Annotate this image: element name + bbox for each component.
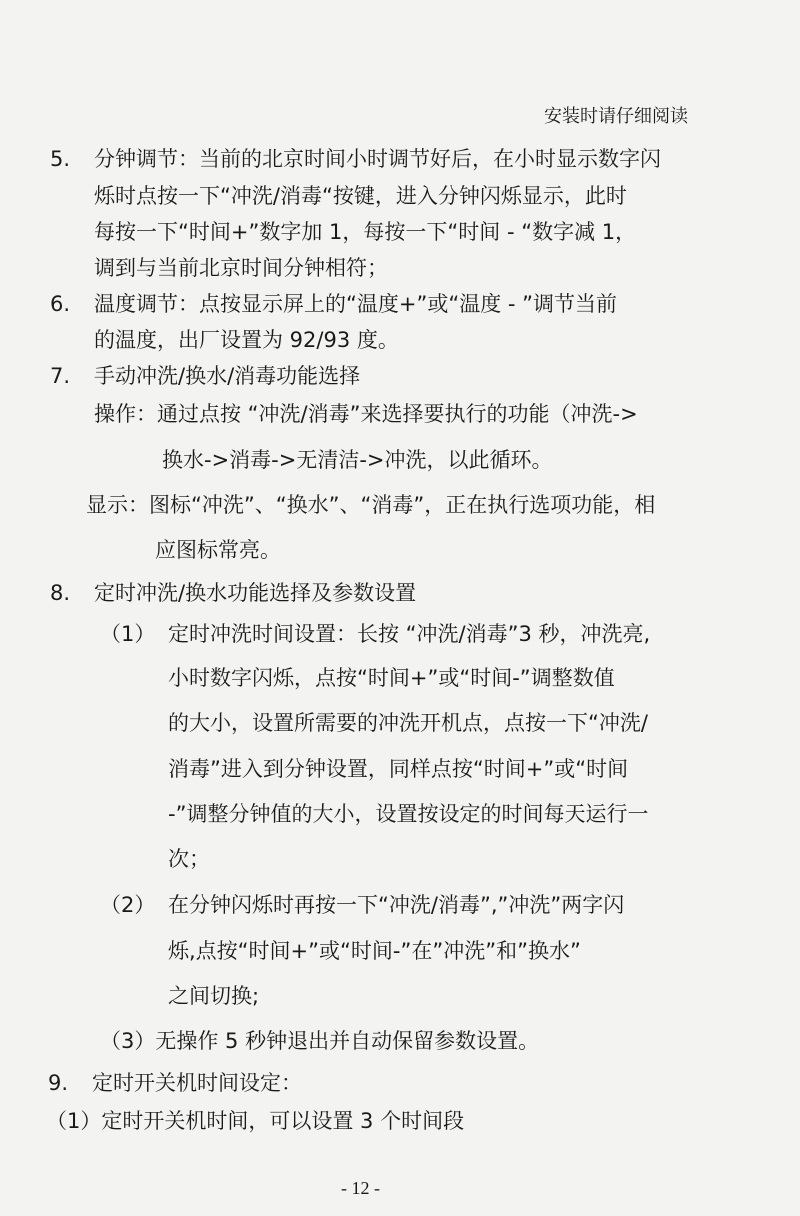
reading-note-header: 安装时请仔细阅读	[544, 106, 688, 127]
item-8-sub-1-line-2: 小时数字闪烁，点按“时间+”或“时间-”调整数值	[168, 666, 615, 690]
item-6-number: 6.	[50, 292, 71, 316]
item-9-title: 定时开关机时间设定：	[92, 1071, 302, 1095]
item-8-sub-1-line-3: 的大小，设置所需要的冲洗开机点，点按一下“冲洗/	[168, 711, 648, 735]
item-8-sub-1-line-5: -”调整分钟值的大小，设置按设定的时间每天运行一	[168, 802, 649, 826]
item-6-line-2: 的温度，出厂设置为 92/93 度。	[94, 328, 399, 352]
item-8-sub-2-line-2: 烁,点按“时间+”或“时间-”在”冲洗”和”换水”	[168, 939, 581, 963]
item-8-sub-1-line-6: 次；	[168, 847, 210, 871]
item-5-line-4: 调到与当前北京时间分钟相符；	[94, 256, 388, 280]
item-5-line-3: 每按一下“时间+”数字加 1，每按一下“时间 - “数字减 1，	[94, 220, 637, 244]
item-8-sub-2-line-1: 在分钟闪烁时再按一下“冲洗/消毒”,”冲洗”两字闪	[168, 893, 625, 917]
item-8-title: 定时冲洗/换水功能选择及参数设置	[94, 581, 417, 605]
item-7-display-line-2: 应图标常亮。	[155, 538, 281, 562]
item-8-sub-3: （3）无操作 5 秒钟退出并自动保留参数设置。	[100, 1029, 540, 1053]
item-7-display-line-1: 显示：图标“冲洗”、“换水”、“消毒”，正在执行选项功能，相	[86, 493, 656, 517]
item-8-sub-1-number: （1）	[100, 622, 156, 646]
item-7-operation-line-1: 操作：通过点按 “冲洗/消毒”来选择要执行的功能（冲洗->	[94, 402, 638, 426]
item-5-number: 5.	[50, 147, 71, 171]
item-8-sub-1-line-1: 定时冲洗时间设置：长按 “冲洗/消毒”3 秒，冲洗亮,	[168, 622, 651, 646]
item-7-title: 手动冲洗/换水/消毒功能选择	[94, 364, 361, 388]
item-6-line-1: 温度调节：点按显示屏上的“温度+”或“温度 - ”调节当前	[94, 292, 618, 316]
item-8-number: 8.	[50, 581, 71, 605]
item-8-sub-2-number: （2）	[100, 893, 156, 917]
item-7-number: 7.	[50, 364, 71, 388]
page-number: - 12 -	[341, 1178, 380, 1198]
item-9-sub-1: （1）定时开关机时间，可以设置 3 个时间段	[46, 1109, 465, 1133]
item-8-sub-2-line-3: 之间切换;	[168, 984, 260, 1008]
item-5-line-1: 分钟调节：当前的北京时间小时调节好后，在小时显示数字闪	[94, 147, 661, 171]
item-8-sub-1-line-4: 消毒”进入到分钟设置，同样点按“时间+”或“时间	[168, 757, 629, 781]
item-7-operation-line-2: 换水->消毒->无清洁->冲洗，以此循环。	[162, 448, 553, 472]
item-9-number: 9.	[48, 1071, 69, 1095]
item-5-line-2: 烁时点按一下“冲洗/消毒“按键，进入分钟闪烁显示，此时	[94, 184, 627, 208]
